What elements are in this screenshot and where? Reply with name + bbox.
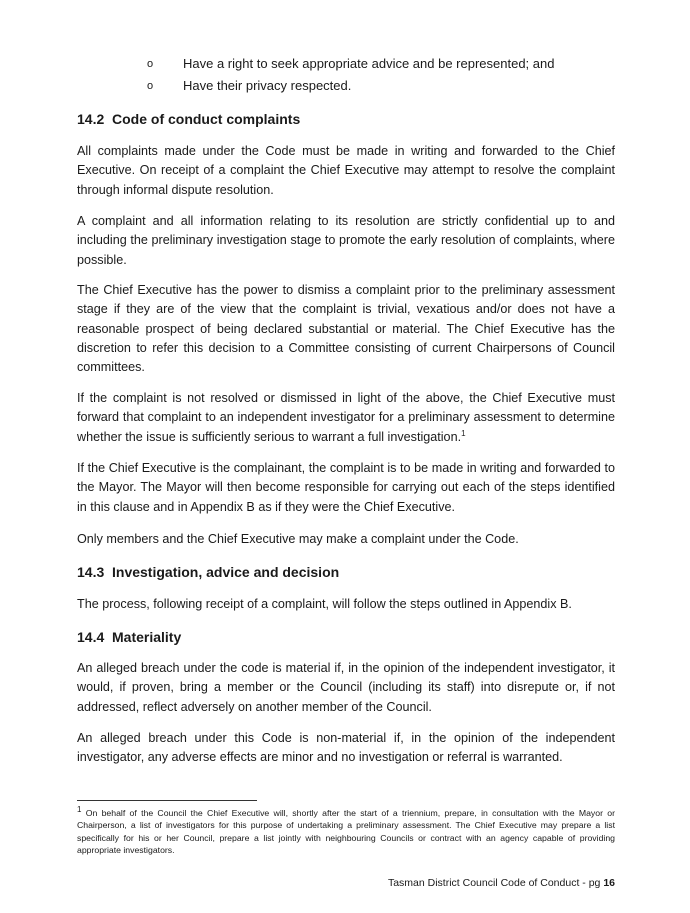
paragraph: Only members and the Chief Executive may make a complaint under the Code. xyxy=(77,532,519,546)
footnote-divider xyxy=(77,800,257,801)
paragraph: A complaint and all information relating to its resolution are strictly confidential up to and including the preliminary investigation stage to promote the early resolution of complaints, where possible. xyxy=(77,214,615,267)
page-footer xyxy=(388,876,615,890)
footnote-text: On behalf of the Council the Chief Executive will, shortly after the start of a triennium, prepare, in consultation with the Mayor or Chairperson, a list of investigators for this purpose of undertaking a preliminary assessment. The Chief Executive may prepare a list specifically for his or her Council, prepare a list jointly with neighbouring Councils or contract with an agency capable of providing appropriate investigators. xyxy=(77,808,615,855)
paragraph: The process, following receipt of a complaint, will follow the steps outlined in Appendix B. xyxy=(77,597,572,611)
section-number: 14.4 xyxy=(77,629,105,645)
section-heading-14-2 xyxy=(77,110,300,128)
list-item xyxy=(77,53,615,75)
footer-text: Tasman District Council Code of Conduct - pg xyxy=(387,877,601,889)
section-title: Code of conduct complaints xyxy=(112,111,301,127)
paragraph: An alleged breach under the code is material if, in the opinion of the independent investigator, it would, if proven, bring a member or the Council (including its staff) into disrepute or, if not addressed, reflect adversely on another member of the Council. xyxy=(77,661,615,714)
footnote-reference[interactable]: 1 xyxy=(461,428,466,438)
bullet-text: Have a right to seek appropriate advice and be represented; and xyxy=(183,56,555,71)
page-number: 16 xyxy=(603,877,615,889)
footnote xyxy=(77,807,615,856)
section-heading-14-4 xyxy=(77,628,181,646)
paragraph-with-footnote xyxy=(77,389,615,447)
paragraph: The Chief Executive has the power to dismiss a complaint prior to the preliminary assessment stage if they are of the view that the complaint is trivial, vexatious and/or does not have a reasonable prospect of being declared substantial or material. The Chief Executive has the discretion to refer this decision to a Committee consisting of current Chairpersons of Council committees. xyxy=(77,283,615,375)
bullet-marker: o xyxy=(147,58,154,70)
section-number: 14.3 xyxy=(77,564,105,580)
footnote-number: 1 xyxy=(77,805,82,815)
section-title: Investigation, advice and decision xyxy=(112,564,340,580)
paragraph-text: If the complaint is not resolved or dismissed in light of the above, the Chief Executive must forward that complaint to an independent investigator for a preliminary assessment to determine whether the issue is sufficiently serious to warrant a full investigation. xyxy=(77,391,615,444)
bullet-text: Have their privacy respected. xyxy=(183,78,352,93)
list-item xyxy=(77,75,615,97)
section-number: 14.2 xyxy=(77,111,105,127)
bullet-marker: o xyxy=(147,80,154,92)
paragraph: An alleged breach under this Code is non-material if, in the opinion of the independent investigator, any adverse effects are minor and no investigation or referral is warranted. xyxy=(77,731,615,765)
bullet-list xyxy=(77,53,615,97)
paragraph: All complaints made under the Code must be made in writing and forwarded to the Chief Executive. On receipt of a complaint the Chief Executive may attempt to resolve the complaint through informal dispute resolution. xyxy=(77,144,615,197)
section-heading-14-3 xyxy=(77,563,339,581)
paragraph: If the Chief Executive is the complainant, the complaint is to be made in writing and forwarded to the Mayor. The Mayor will then become responsible for carrying out each of the steps identified in this clause and in Appendix B as if they were the Chief Executive. xyxy=(77,461,615,514)
section-title: Materiality xyxy=(112,629,182,645)
